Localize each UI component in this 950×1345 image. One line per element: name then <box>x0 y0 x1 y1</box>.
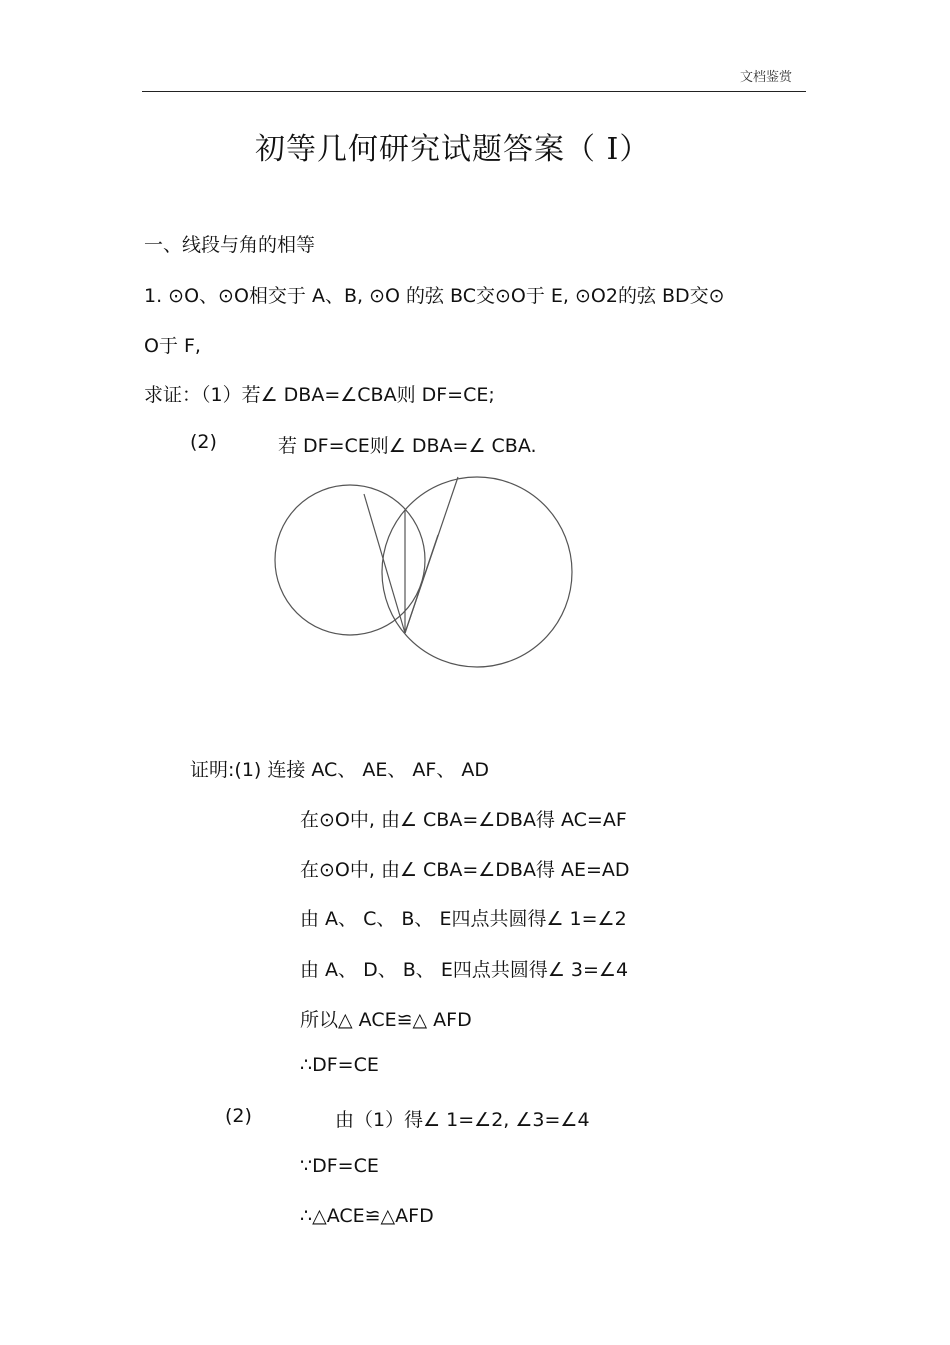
proof-line: ∴△ACE≌△AFD <box>300 1205 434 1227</box>
geometry-figure <box>268 470 578 670</box>
proof-part-2-number: (2) <box>225 1105 252 1127</box>
header-divider <box>142 91 806 92</box>
header-label: 文档鉴赏 <box>740 70 793 85</box>
proof-line: ∵DF=CE <box>300 1155 379 1177</box>
circle-left <box>275 485 425 635</box>
problem-claim-1: 求证：（1）若∠ DBA=∠CBA则 DF=CE; <box>144 384 495 406</box>
proof-line: 在⊙O中, 由∠ CBA=∠DBA得 AC=AF <box>300 809 627 831</box>
proof-line: 所以△ ACE≌△ AFD <box>300 1009 472 1031</box>
circle-right <box>382 477 572 667</box>
problem-line-2: O于 F, <box>144 335 201 357</box>
proof-part-2-text: 由（1）得∠ 1=∠2, ∠3=∠4 <box>335 1109 590 1131</box>
section-heading: 一、线段与角的相等 <box>144 234 316 256</box>
chord-bc <box>364 494 405 633</box>
problem-claim-2-number: (2) <box>190 431 217 453</box>
problem-line-1: 1. ⊙O、⊙O相交于 A、B, ⊙O 的弦 BC交⊙O于 E, ⊙O2的弦 BD交⊙ <box>144 285 725 307</box>
segment-fe <box>405 535 438 633</box>
proof-line: 由 A、 C、 B、 E四点共圆得∠ 1=∠2 <box>300 908 627 930</box>
proof-line: 在⊙O中, 由∠ CBA=∠DBA得 AE=AD <box>300 859 630 881</box>
proof-heading: 证明:(1) 连接 AC、 AE、 AF、 AD <box>190 759 489 781</box>
proof-line: 由 A、 D、 B、 E四点共圆得∠ 3=∠4 <box>300 959 629 981</box>
problem-claim-2-text: 若 DF=CE则∠ DBA=∠ CBA. <box>278 435 537 457</box>
page-title: 初等几何研究试题答案（ Ⅰ） <box>255 132 651 167</box>
proof-line: ∴DF=CE <box>300 1054 379 1076</box>
